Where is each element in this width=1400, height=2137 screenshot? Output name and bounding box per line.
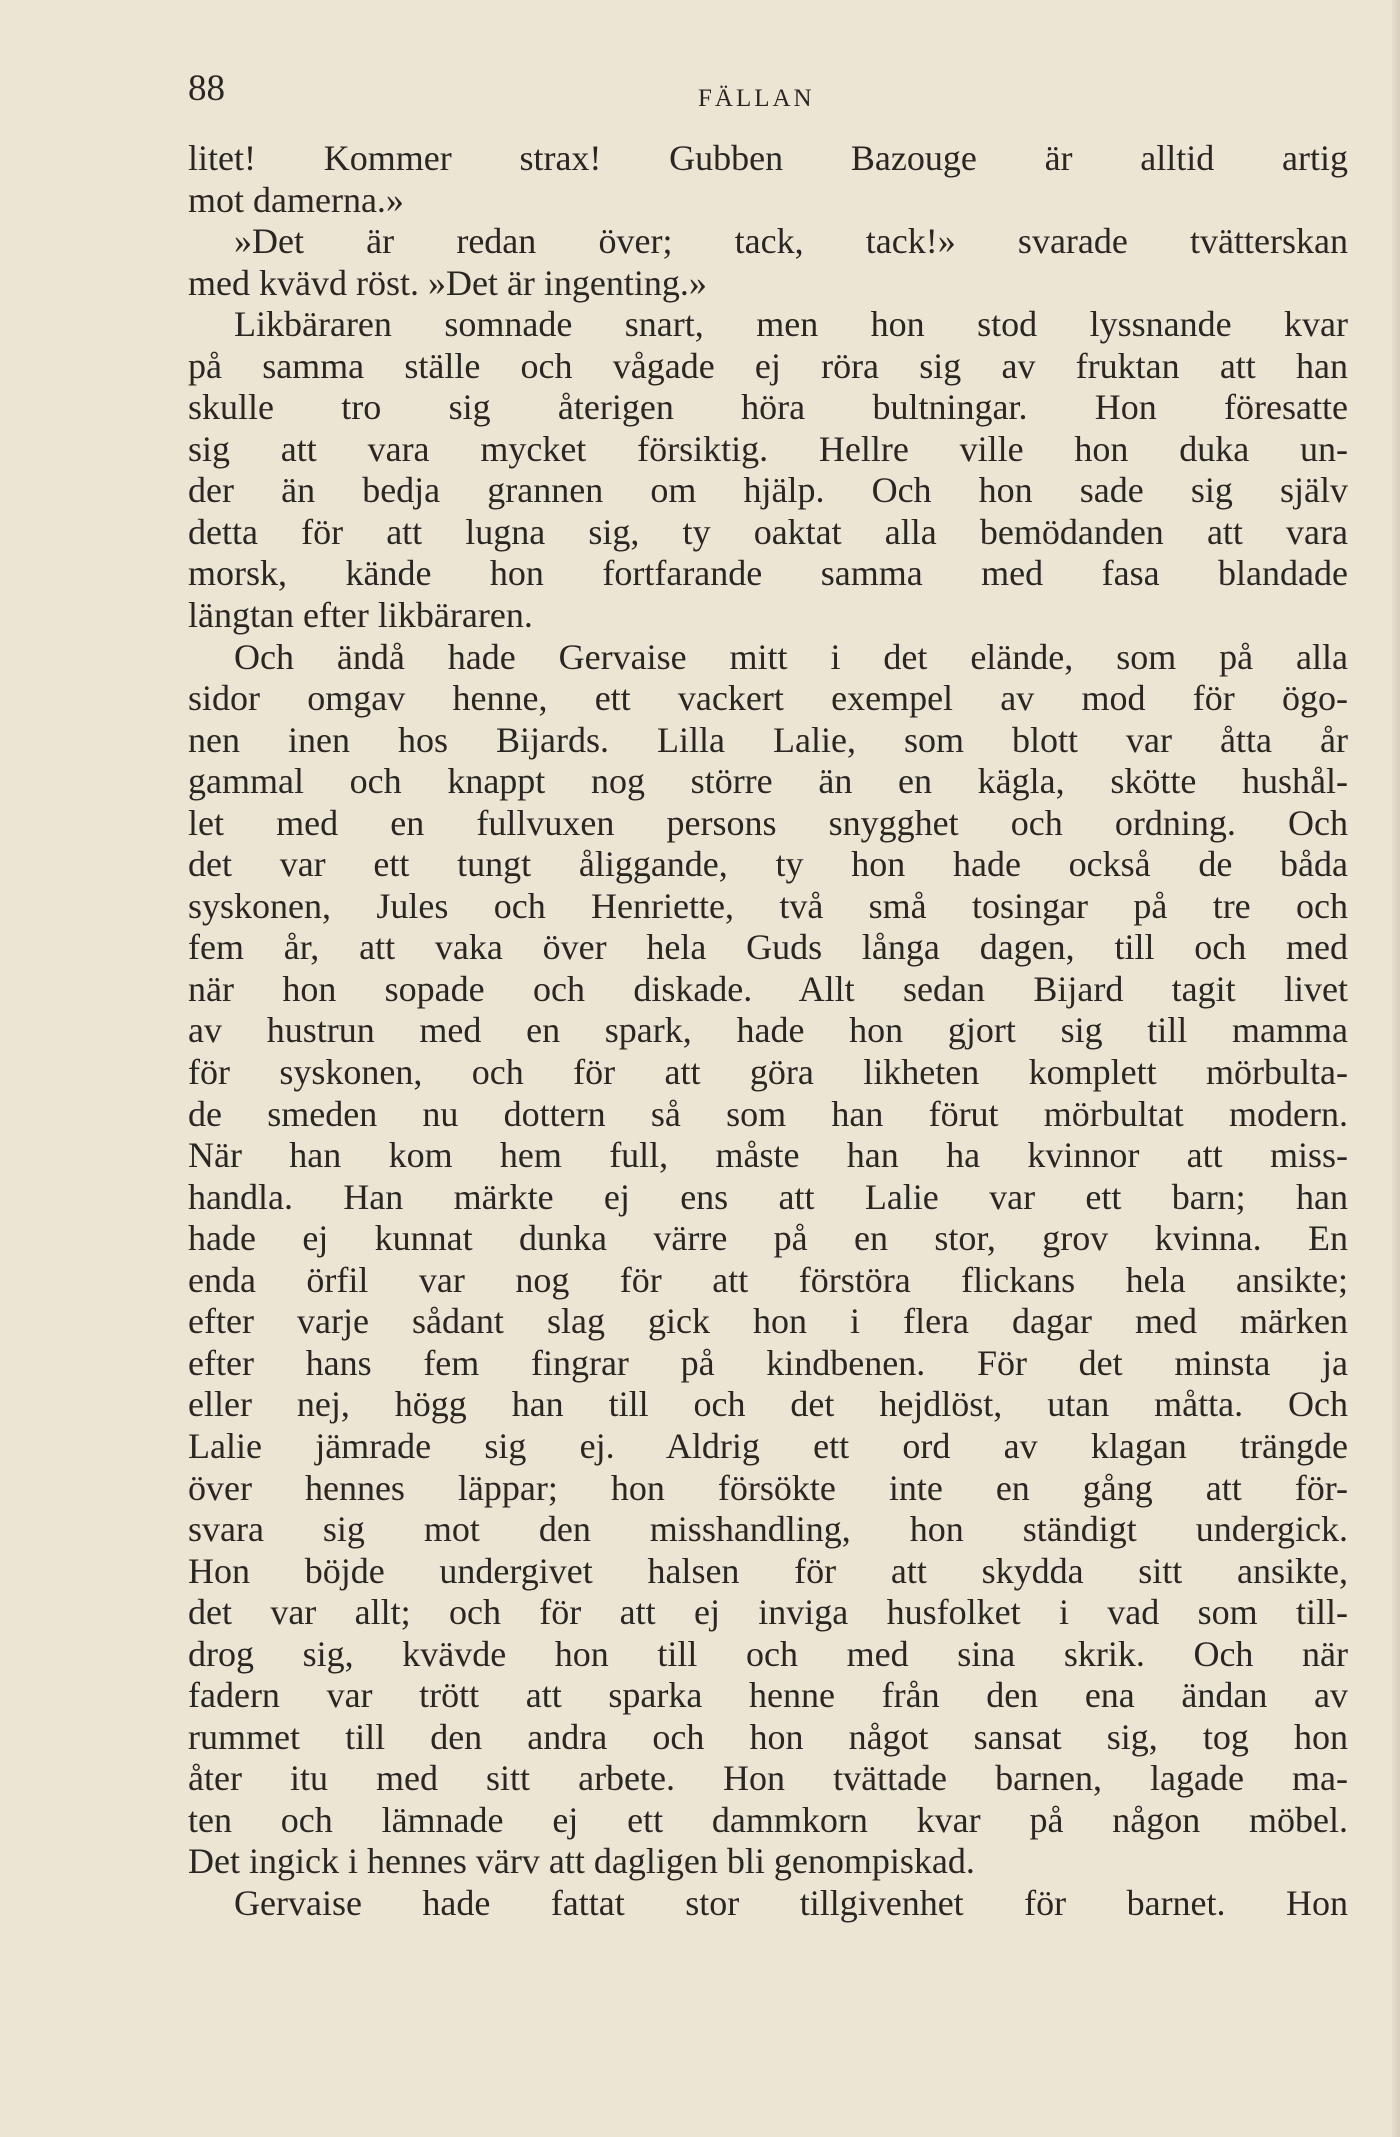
text-line: Hon böjde undergivet halsen för att skydda sitt ansikte,: [188, 1550, 1348, 1591]
text-line: för syskonen, och för att göra likheten komplett mörbulta-: [188, 1052, 1348, 1093]
text-line: let med en fullvuxen persons snygghet och ordning. Och: [188, 802, 1348, 843]
text-line: svara sig mot den misshandling, hon ständigt undergick.: [188, 1509, 1348, 1550]
text-line: längtan efter likbäraren.: [188, 595, 533, 636]
text-line: skulle tro sig återigen höra bultningar. Hon föresatte: [188, 387, 1348, 428]
text-line: av hustrun med en spark, hade hon gjort sig till mamma: [188, 1010, 1348, 1051]
text-line: det var ett tungt åliggande, ty hon hade också de båda: [188, 844, 1348, 885]
text-line: ten och lämnade ej ett dammkorn kvar på någon möbel.: [188, 1799, 1348, 1840]
text-line: Det ingick i hennes värv att dagligen bli genompiskad.: [188, 1841, 975, 1882]
text-line: der än bedja grannen om hjälp. Och hon sade sig själv: [188, 470, 1348, 511]
running-title: FÄLLAN: [698, 85, 815, 112]
page-header: [188, 70, 1348, 120]
text-line: Och ändå hade Gervaise mitt i det elände, som på alla: [234, 636, 1348, 677]
text-line: syskonen, Jules och Henriette, två små tosingar på tre och: [188, 885, 1348, 926]
text-line: handla. Han märkte ej ens att Lalie var ett barn; han: [188, 1176, 1348, 1217]
text-line: när hon sopade och diskade. Allt sedan Bijard tagit livet: [188, 968, 1348, 1009]
page-edge: [1392, 0, 1400, 2137]
text-line: När han kom hem full, måste han ha kvinnor att miss-: [188, 1135, 1348, 1176]
text-line: på samma ställe och vågade ej röra sig av fruktan att han: [188, 345, 1348, 386]
text-line: Likbäraren somnade snart, men hon stod lyssnande kvar: [234, 304, 1348, 345]
text-line: åter itu med sitt arbete. Hon tvättade barnen, lagade ma-: [188, 1758, 1348, 1799]
text-line: fadern var trött att sparka henne från den ena ändan av: [188, 1675, 1348, 1716]
text-line: gammal och knappt nog större än en kägla, skötte hushål-: [188, 761, 1348, 802]
text-line: mot damerna.»: [188, 179, 404, 220]
text-line: litet! Kommer strax! Gubben Bazouge är alltid artig: [188, 138, 1348, 178]
text-line: det var allt; och för att ej inviga husfolket i vad som till-: [188, 1592, 1348, 1633]
text-line: rummet till den andra och hon något sansat sig, tog hon: [188, 1716, 1348, 1757]
text-line: efter hans fem fingrar på kindbenen. För det minsta ja: [188, 1342, 1348, 1383]
text-line: morsk, kände hon fortfarande samma med fasa blandade: [188, 553, 1348, 594]
text-line: efter varje sådant slag gick hon i flera dagar med märken: [188, 1301, 1348, 1342]
text-line: enda örfil var nog för att förstöra flickans hela ansikte;: [188, 1259, 1348, 1300]
text-line: detta för att lugna sig, ty oaktat alla bemödanden att vara: [188, 511, 1348, 552]
text-line: sig att vara mycket försiktig. Hellre ville hon duka un-: [188, 428, 1348, 469]
text-line: »Det är redan över; tack, tack!» svarade tvätterskan: [234, 221, 1348, 262]
text-line: fem år, att vaka över hela Guds långa dagen, till och med: [188, 927, 1348, 968]
text-line: hade ej kunnat dunka värre på en stor, grov kvinna. En: [188, 1218, 1348, 1259]
text-line: eller nej, högg han till och det hejdlöst, utan måtta. Och: [188, 1384, 1348, 1425]
page-number: 88: [188, 68, 225, 109]
text-line: med kvävd röst. »Det är ingenting.»: [188, 262, 707, 303]
body-text: [188, 138, 1348, 1925]
text-line: Lalie jämrade sig ej. Aldrig ett ord av klagan trängde: [188, 1425, 1348, 1466]
text-line: Gervaise hade fattat stor tillgivenhet för barnet. Hon: [234, 1882, 1348, 1923]
text-line: nen inen hos Bijards. Lilla Lalie, som blott var åtta år: [188, 719, 1348, 760]
text-line: sidor omgav henne, ett vackert exempel av mod för ögo-: [188, 678, 1348, 719]
text-line: drog sig, kvävde hon till och med sina skrik. Och när: [188, 1633, 1348, 1674]
text-line: de smeden nu dottern så som han förut mörbultat modern.: [188, 1093, 1348, 1134]
text-line: över hennes läppar; hon försökte inte en gång att för-: [188, 1467, 1348, 1508]
